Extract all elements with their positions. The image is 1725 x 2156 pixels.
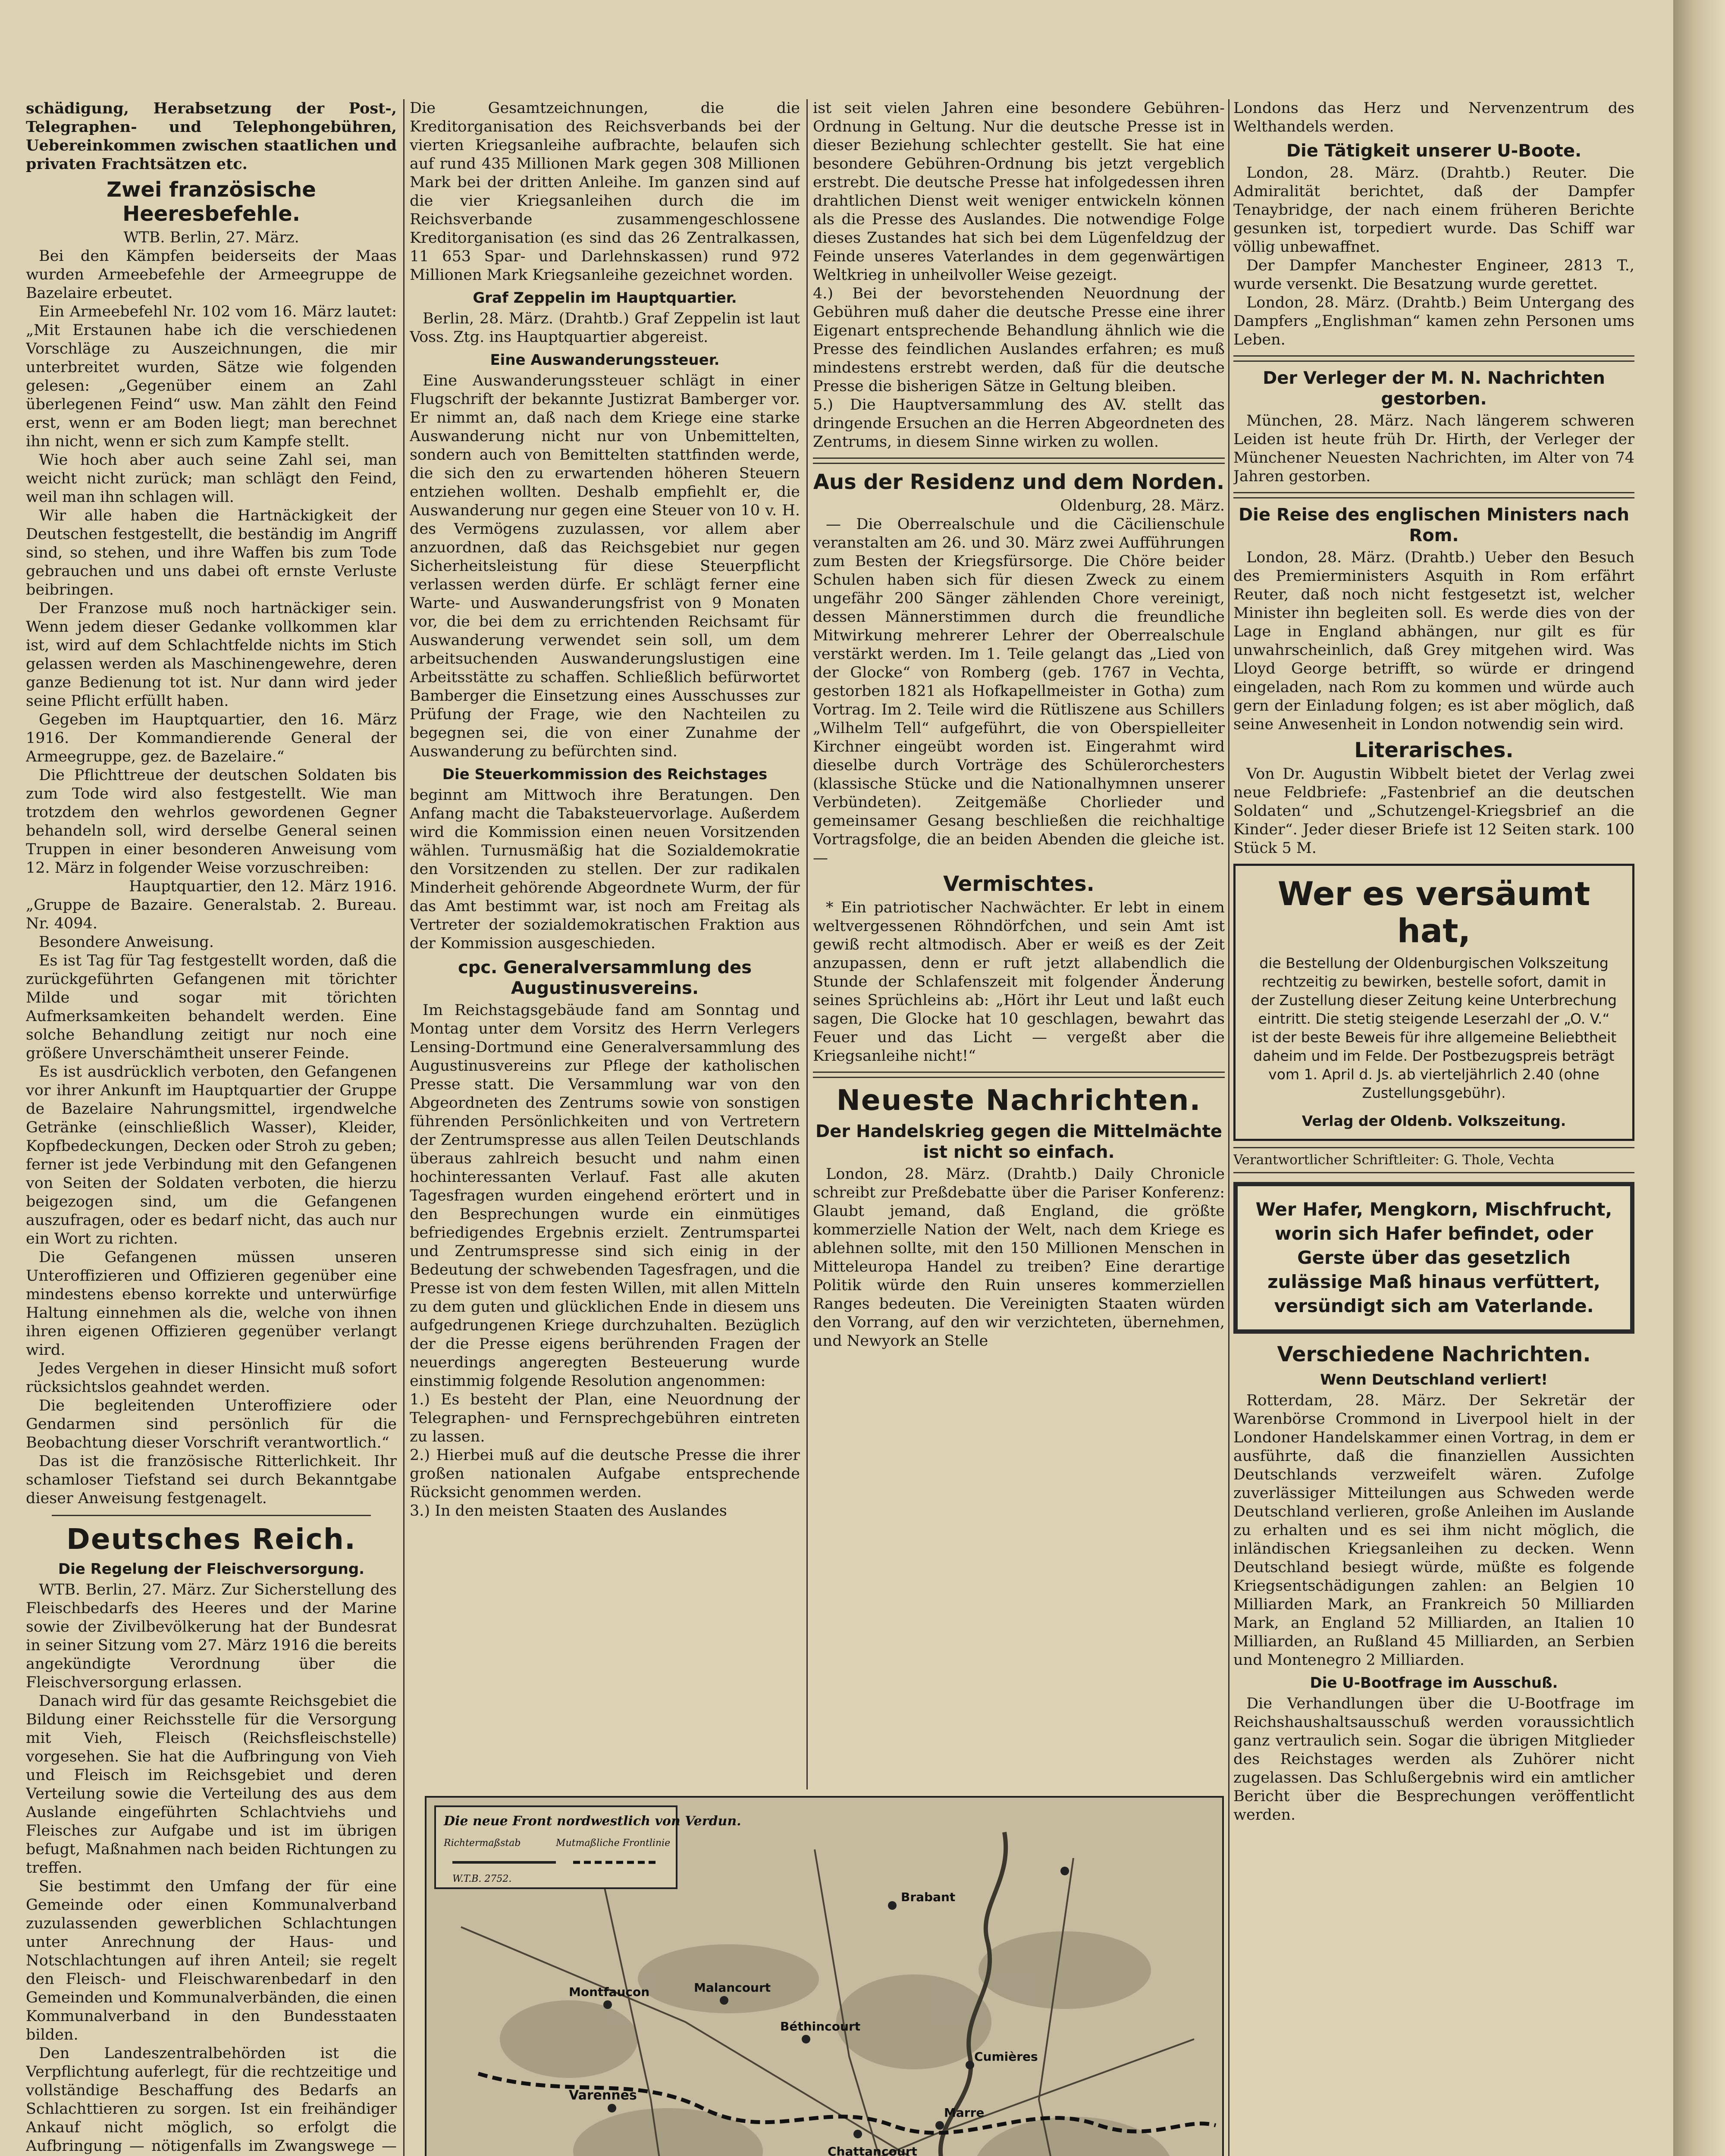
column-rule <box>806 99 808 1789</box>
list-item: 2.) Hierbei muß auf die deutsche Presse die ihrer großen nationalen Aufgabe entsprechende Rücksicht genommen werden. <box>410 1447 800 1501</box>
map-legend-scale: Richtermaßstab <box>444 1838 521 1849</box>
paragraph: Es ist Tag für Tag festgestellt worden, daß die zurückgeführten Gefangenen mit törichter Milde und sogar mit törichten Aufmerksamkeiten behandelt werden. Eine solche Behandlung zeitigt nur noch eine größere Unverschämtheit unserer Feinde. <box>26 952 397 1062</box>
column-3 <box>813 99 1225 1772</box>
double-rule <box>813 458 1225 464</box>
paragraph: London, 28. März. (Drahtb.) Ueber den Besuch des Premierministers Asquith in Rom erfährt Reuter, daß noch nicht festgesetzt ist, welcher Minister ihn begleiten soll. Es werde dies von der Lage in England abhängen, nur gilt es für unwahrscheinlich, daß Grey mitgehen wird. Was Lloyd George betrifft, so würde er dringend eingeladen, nach Rom zu kommen und würde auch gern der Einladung folgen; es ist aber möglich, daß seine Anwesenheit in London notwendig sein wird. <box>1233 549 1634 733</box>
section-heading: Verschiedene Nachrichten. <box>1277 1342 1591 1366</box>
map-legend-front: Mutmaßliche Frontlinie <box>556 1838 671 1849</box>
signature-line: „Gruppe de Bazaire. Generalstab. 2. Bureau. Nr. 4094. <box>26 896 397 932</box>
divider <box>52 1515 371 1516</box>
paragraph: London, 28. März. (Drahtb.) Daily Chronicle schreibt zur Preßdebatte über die Pariser Konferenz: Glaubt jemand, daß England, die größte kommerzielle Nation der Welt, nach dem Kriege es ablehnen sollte, mit den 150 Millionen Menschen in Mitteleuropa Handel zu treiben? Eine derartige Politik würde den Ruin unseres kommerziellen Ranges bedeuten. Die Vereinigten Staaten würden den Vorrang, auf den wir verzichteten, übernehmen, und Newyork an Stelle <box>813 1166 1225 1350</box>
paragraph: — Die Oberrealschule und die Cäcilienschule veranstalten am 26. und 30. März zwei Aufführungen zum Besten der Kriegsfürsorge. Die Chöre beider Schulen haben sich für diesen Zweck zu einem ungefähr 200 Sänger zählenden Chore vereinigt, dessen Männerstimmen durch die freundliche Mitwirkung mehrerer Lehrer der Oberrealschule verstärkt werden. Im 1. Teile gelangt das „Lied von der Glocke“ von Romberg (geb. 1767 in Vechta, gestorben 1821 als Hofkapellmeister in Gotha) zum Vortrag. Im 2. Teile wird die Rütliszene aus Schillers „Wilhelm Tell“ aufgeführt, die von Oberspielleiter Kirchner eingeübt worden ist. Eingerahmt wird dieselbe durch Vorträge des Schülerorchesters (klassische Stücke und die Nationalhymnen unserer Verbündeten). Zeitgemäße Chorlieder und gemeinsamer Gesang beschließen die reichhaltige Vortragsfolge, die an beiden Abenden die gleiche ist. — <box>813 516 1225 867</box>
paragraph: Es ist ausdrücklich verboten, den Gefangenen vor ihrer Ankunft im Hauptquartier der Gruppe de Bazelaire Nahrungsmittel, irgendwelche Getränke (einschließlich Wasser), Kleider, Kopfbedeckungen, Decken oder Stroh zu geben; ferner ist jede Verbindung mit den Gefangenen von Seiten der Soldaten verboten, die hierzu beigezogen sind, um die Gefangenen auszufragen, oder es bedarf nicht, das auch nur ein Wort zu richten. <box>26 1063 397 1247</box>
map-place-cumieres: Cumières <box>974 2049 1038 2064</box>
page-edge <box>1673 0 1725 2156</box>
article-fragment: schädigung, Herabsetzung der Post-, Telegraphen- und Telephongebühren, Uebereinkommen zwischen staatlichen und privaten Frachtsätzen etc. <box>26 100 397 173</box>
paragraph: London, 28. März. (Drahtb.) Reuter. Die Admiralität berichtet, daß der Dampfer Tenaybridge, der nach einem früheren Berichte gesunken ist, torpediert wurde. Das Schiff war völlig unbewaffnet. <box>1233 164 1634 256</box>
double-rule <box>1233 355 1634 362</box>
paragraph: Von Dr. Augustin Wibbelt bietet der Verlag zwei neue Feldbriefe: „Fastenbrief an die deutschen Soldaten“ und „Schutzengel-Kriegsbrief an die Kinder“. Jeder dieser Briefe ist 12 Seiten stark. 100 Stück 5 M. <box>1233 765 1634 857</box>
paragraph: Bei den Kämpfen beiderseits der Maas wurden Armeebefehle der Armeegruppe de Bazelaire erbeutet. <box>26 248 397 302</box>
signature-line: Hauptquartier, den 12. März 1916. <box>129 878 397 895</box>
notice-text: Wer Hafer, Mengkorn, Mischfrucht, worin sich Hafer befindet, oder Gerste über das gesetzlich zulässige Maß hinaus verfüttert, versündigt sich am Vaterlande. <box>1255 1199 1612 1316</box>
advert-text: die Bestellung der Oldenburgischen Volkszeitung rechtzeitig zu bewirken, bestelle sofort, damit in der Zustellung dieser Zeitung keine Unterbrechung eintritt. Die stetig steigende Leserzahl der „O. V.“ ist der beste Beweis für ihre allgemeine Beliebtheit daheim und im Felde. Der Postbezugspreis beträgt vom 1. April d. Js. ab vierteljährlich 2.40 (ohne Zustellungsgebühr). <box>1251 955 1617 1101</box>
paragraph: Die Pflichttreue der deutschen Soldaten bis zum Tode wird also festgestellt. Wie man trotzdem den wehrlos gewordenen Gegner behandeln soll, wird derselbe General seinen Truppen in einer besonderen Anweisung vom 12. März in folgender Weise vorzuschreiben: <box>26 767 397 877</box>
verdun-front-map <box>425 1796 1224 2156</box>
list-item: 5.) Die Hauptversammlung des AV. stellt das dringende Ersuchen an die Herren Abgeordneten des Zentrums, in diesem Sinne wirken zu wollen. <box>813 396 1225 451</box>
list-item: 4.) Bei der bevorstehenden Neuordnung der Gebühren muß daher die deutsche Presse eine ihrer Eigenart entsprechende Behandlung ähnlich wie die Presse des feindlichen Auslandes erfahren; es muß mindestens erstrebt werden, daß für die deutsche Presse die bisherigen Sätze in Geltung bleiben. <box>813 285 1225 395</box>
paragraph: ist seit vielen Jahren eine besondere Gebühren-Ordnung in Geltung. Nur die deutsche Presse ist in dieser Beziehung schlechter gestellt. Sie hat eine besondere Gebühren-Ordnung bis jetzt vergeblich erstrebt. Die deutsche Presse hat infolgedessen ihren drahtlichen Dienst weit weniger entwickeln können als die Presse des Auslandes. Die notwendige Folge dieses Zustandes hat sich bei dem Lügenfeldzug der Feinde unseres Vaterlandes in dem gegenwärtigen Weltkrieg in unheilvoller Weise gezeigt. <box>813 100 1225 284</box>
map-place-marre: Marre <box>944 2106 985 2120</box>
paragraph: München, 28. März. Nach längerem schweren Leiden ist heute früh Dr. Hirth, der Verleger der Münchener Neuesten Nachrichten, im Alter von 74 Jahren gestorben. <box>1233 412 1634 485</box>
section-heading: Literarisches. <box>1354 738 1514 762</box>
paragraph: Die Gefangenen müssen unseren Unteroffizieren und Offizieren gegenüber eine mindestens ebenso korrekte und unterwürfige Haltung einnehmen als die, welche von ihnen ihren eigenen Offizieren gegenüber verlangt wird. <box>26 1249 397 1359</box>
headline: Die U-Bootfrage im Ausschuß. <box>1310 1674 1558 1692</box>
map-drawing <box>427 1798 1222 2156</box>
double-rule <box>813 1072 1225 1078</box>
list-item: 1.) Es besteht der Plan, eine Neuordnung der Telegraphen- und Fernsprechgebühren eintreten zu lassen. <box>410 1391 800 1445</box>
column-rule <box>1228 99 1229 2156</box>
map-credit: W.T.B. 2752. <box>452 1874 512 1884</box>
map-place-montfaucon: Montfaucon <box>569 1985 650 1999</box>
headline: Die Tätigkeit unserer U-Boote. <box>1286 141 1582 161</box>
headline: Zwei französische Heeresbefehle. <box>107 178 316 226</box>
paragraph: Gegeben im Hauptquartier, den 16. März 1916. Der Kommandierende General der Armeegruppe, gez. de Bazelaire.“ <box>26 711 397 765</box>
editor-line: Verantwortlicher Schriftleiter: G. Thole, Vechta <box>1233 1147 1634 1173</box>
headline: Der Handelskrieg gegen die Mittelmächte ist nicht so einfach. <box>815 1122 1222 1162</box>
section-heading: Deutsches Reich. <box>66 1523 356 1556</box>
signature-line: Besondere Anweisung. <box>39 934 214 951</box>
column-4 <box>1233 99 1634 2156</box>
paragraph: Berlin, 28. März. (Drahtb.) Graf Zeppelin ist laut Voss. Ztg. ins Hauptquartier abgereist. <box>410 310 800 346</box>
headline: Wenn Deutschland verliert! <box>1320 1371 1548 1388</box>
paragraph: Rotterdam, 28. März. Der Sekretär der Warenbörse Crommond in Liverpool hielt in der Londoner Handelskammer einen Vortrag, in dem er ausführte, daß die finanziellen Aussichten Deutschlands verzweifelt wären. Zufolge zuverlässiger Mitteilungen aus Schweden werde Deutschland verlieren, große Anleihen im Auslande zu erhalten und es sei ihm nicht möglich, die inländischen Kriegsanleihen zu decken. Wenn Deutschland besiegt würde, müßte es folgende Kriegsentschädigungen zahlen: an Belgien 10 Milliarden Mark, an Frankreich 50 Milliarden Mark, an England 52 Milliarden, an Italien 10 Milliarden, an Rußland 45 Milliarden, an Serbien und Montenegro 2 Milliarden. <box>1233 1392 1634 1669</box>
section-heading: Vermischtes. <box>943 872 1095 896</box>
paragraph: WTB. Berlin, 27. März. Zur Sicherstellung des Fleischbedarfs des Heeres und der Marine sowie der Zivilbevölkerung hat der Bundesrat in seiner Sitzung vom 27. März 1916 die bereits angekündigte Verordnung über die Fleischversorgung erlassen. <box>26 1581 397 1691</box>
headline: Die Regelung der Fleischversorgung. <box>58 1561 365 1578</box>
paragraph: Londons das Herz und Nervenzentrum des Welthandels werden. <box>1233 100 1634 135</box>
paragraph: Der Dampfer Manchester Engineer, 2813 T., wurde versenkt. Die Besatzung wurde gerettet. <box>1233 257 1634 293</box>
subscription-advert <box>1233 864 1634 1141</box>
column-rule <box>403 99 405 2156</box>
paragraph: Im Reichstagsgebäude fand am Sonntag und Montag unter dem Vorsitz des Herrn Verlegers Lensing-Dortmund eine Generalversammlung des Augustinusvereins zur Pflege der katholischen Presse statt. Die Versammlung war von den Abgeordneten des Zentrums sowie von sonstigen führenden Persönlichkeiten und von Vertretern der Zentrumspresse aus allen Teilen Deutschlands überaus zahlreich besucht und nahm einen hochinteressanten Verlauf. Fast alle akuten Tagesfragen wurden eingehend erörtert und in den Besprechungen wurde ein einmütiges befriedigendes Ergebnis erzielt. Zentrumspartei und Zentrumspresse sind sich einig in der Bedeutung der schwebenden Tagesfragen, und die Presse ist von dem festen Willen, mit allen Mitteln zu dem guten und glücklichen Ende in diesem uns aufgedrungenen Kriege durchzuhalten. Bezüglich der die Presse eigens berührenden Fragen der neuerdings angeregten Besteuerung wurde einstimmig folgende Resolution angenommen: <box>410 1002 800 1390</box>
map-place-malancourt: Malancourt <box>694 1981 771 1995</box>
double-rule <box>1233 492 1634 498</box>
paragraph: Das ist die französische Ritterlichkeit. Ihr schamloser Tiefstand sei durch Bekanntgabe dieser Anweisung festgenagelt. <box>26 1453 397 1507</box>
headline: Die Reise des englischen Ministers nach Rom. <box>1238 505 1630 545</box>
paragraph: Wie hoch aber auch seine Zahl sei, man weicht nicht zurück; man schlägt den Feind, weil man ihn schlagen will. <box>26 451 397 506</box>
paragraph: Den Landeszentralbehörden ist die Verpflichtung auferlegt, für die rechtzeitige und vollständige Beschaffung des Bedarfs an Schlachttieren zu sorgen. Ist ein freihändiger Ankauf nicht möglich, so erfolgt die Aufbringung — nötigenfalls im Zwangswege — <box>26 2045 397 2155</box>
map-place-chattancourt: Chattancourt <box>828 2144 917 2156</box>
advert-headline: Wer es versäumt hat, <box>1277 874 1590 950</box>
paragraph: * Ein patriotischer Nachwächter. Er lebt in einem weltvergessenen Röhndörfchen, und sein Amt ist gewiß recht altmodisch. Aber er weiß es der Zeit anzupassen, denn er ruft jetzt allabendlich die Stunde der Schlafenszeit mit folgender Änderung seines Sprüchleins ab: „Hört ihr Leut und laßt euch sagen, Die Glocke hat 10 geschlagen, bewahrt das Feuer und das Licht — vergeßt aber die Kriegsanleihe nicht!“ <box>813 899 1225 1065</box>
headline: Eine Auswanderungssteuer. <box>490 351 720 369</box>
dateline: WTB. Berlin, 27. März. <box>123 229 299 246</box>
paragraph: Ein Armeebefehl Nr. 102 vom 16. März lautet: „Mit Erstaunen habe ich die verschiedenen Vorschläge zu Auszeichnungen, die mir unterbreitet wurden, Sätze wie folgenden gelesen: „Gegenüber einem an Zahl überlegenen Feind“ usw. Man zählt den Feind erst, wenn er am Boden liegt; man berechnet ihn nicht, wenn er sich zum Kampfe stellt. <box>26 303 397 450</box>
map-place-varennes: Varennes <box>569 2088 637 2103</box>
paragraph: Der Franzose muß noch hartnäckiger sein. Wenn jedem dieser Gedanke vollkommen klar ist, wird auf dem Schlachtfelde nichts im Stich gelassen werden als Maschinengewehre, deren ganze Bedienung tot ist. Nur dann wird jeder seine Pflicht erfüllt haben. <box>26 600 397 710</box>
headline: Der Verleger der M. N. Nachrichten gestorben. <box>1263 368 1605 409</box>
list-item: 3.) In den meisten Staaten des Auslandes <box>410 1502 727 1520</box>
section-heading: Neueste Nachrichten. <box>836 1084 1201 1117</box>
section-heading: Aus der Residenz und dem Norden. <box>813 470 1225 494</box>
notice-box <box>1233 1182 1634 1334</box>
dateline: Oldenburg, 28. März. <box>1060 497 1225 514</box>
map-place-bethincourt: Béthincourt <box>780 2019 861 2034</box>
column-1 <box>26 99 397 2156</box>
paragraph: Die Verhandlungen über die U-Bootfrage im Reichshaushaltsausschuß werden voraussichtlich ganz vertraulich sein. Sogar die übrigen Mitglieder des Reichstages werden als Zuhörer nicht zugelassen. Das Schlußergebnis wird ein amtlicher Bericht über die Besprechungen veröffentlicht werden. <box>1233 1695 1634 1824</box>
paragraph: Sie bestimmt den Umfang der für eine Gemeinde oder einen Kommunalverband zuzulassenden gewerblichen Schlachtungen unter Anrechnung der Haus- und Notschlachtungen auf ihren Anteil; sie regelt den Fleisch- und Fleischwarenbedarf in den Gemeinden und Kommunalverbänden, die einen Kommunalverband in den Bundesstaaten bilden. <box>26 1878 397 2043</box>
map-title: Die neue Front nordwestlich von Verdun. <box>444 1814 741 1829</box>
column-2 <box>410 99 800 1781</box>
headline: Graf Zeppelin im Hauptquartier. <box>473 289 737 307</box>
paragraph: London, 28. März. (Drahtb.) Beim Untergang des Dampfers „Englishman“ kamen zehn Personen ums Leben. <box>1233 294 1634 348</box>
paragraph: Die Gesamtzeichnungen, die die Kreditorganisation des Reichsverbands bei der vierten Kriegsanleihe aufbrachte, belaufen sich auf rund 435 Millionen Mark gegen 308 Millionen Mark bei der dritten Anleihe. Im ganzen sind auf die vier Kriegsanleihen durch die im Reichsverbande zusammengeschlossene Kreditorganisation (es sind das 26 Zentralkassen, 11 653 Spar- und Darlehnskassen) rund 972 Millionen Mark Kriegsanleihe gezeichnet worden. <box>410 100 800 284</box>
paragraph: Wir alle haben die Hartnäckigkeit der Deutschen festgestellt, die beständig im Angriff sind, so stehen, und ihre Waffen bis zum Tode gebrauchen und uns dabei oft ernste Verluste beibringen. <box>26 507 397 599</box>
paragraph: beginnt am Mittwoch ihre Beratungen. Den Anfang macht die Tabaksteuervorlage. Außerdem wird die Kommission einen neuen Vorsitzenden wählen. Turnusmäßig hat die Sozialdemokratie den Vorsitzenden zu stellen. Der zur radikalen Minderheit gehörende Abgeordnete Wurm, der für das Amt bestimmt war, ist noch am Freitag als Vertreter der sozialdemokratischen Fraktion aus der Kommission ausgeschieden. <box>410 787 800 952</box>
paragraph: Jedes Vergehen in dieser Hinsicht muß sofort rücksichtslos geahndet werden. <box>26 1360 397 1396</box>
headline: Die Steuerkommission des Reichstages <box>442 766 768 783</box>
paragraph: Danach wird für das gesamte Reichsgebiet die Bildung einer Reichsstelle für die Versorgung mit Vieh, Fleisch (Reichsfleischstelle) vorgesehen. Sie hat die Aufbringung von Vieh und Fleisch im Reichsgebiet und deren Verteilung sowie die Verteilung des aus dem Auslande eingeführten Schlachtviehs und Fleisches zur Aufgabe und ist im übrigen befugt, Maßnahmen nach beiden Richtungen zu treffen. <box>26 1692 397 1877</box>
paragraph: Eine Auswanderungssteuer schlägt in einer Flugschrift der bekannte Justizrat Bamberger vor. Er nimmt an, daß nach dem Kriege eine starke Auswanderung nicht nur von Unbemittelten, sondern auch von Bemittelten stattfinden werde, die sich den zu erwartenden höheren Steuern entziehen wollten. Deshalb empfiehlt er, die Auswanderung nur gegen eine Steuer von 10 v. H. des Vermögens zuzulassen, vor allem aber anzuordnen, daß das Reichsgebiet nur gegen Sicherheitsleistung für diese Steuerpflicht verlassen werden dürfe. Er schlägt ferner eine Warte- und Auswanderungsfrist von 9 Monaten vor, die bei dem zu errichtenden Reichsamt für Auswanderung verwendet sein soll, um dem arbeitsuchenden Auswanderungslustigen eine Arbeitsstätte zu schaffen. Schließlich befürwortet Bamberger die Einsetzung eines Ausschusses zur Prüfung der Frage, wie den Nachteilen zu begegnen sei, die von einer Zunahme der Auswanderung zu befürchten sind. <box>410 372 800 760</box>
paragraph: Die begleitenden Unteroffiziere oder Gendarmen sind persönlich für die Beobachtung dieser Vorschrift verantwortlich.“ <box>26 1397 397 1451</box>
map-place-brabant: Brabant <box>901 1890 956 1904</box>
advert-publisher: Verlag der Oldenb. Volkszeitung. <box>1302 1112 1566 1129</box>
headline: cpc. Generalversammlung des Augustinusvereins. <box>458 958 752 998</box>
